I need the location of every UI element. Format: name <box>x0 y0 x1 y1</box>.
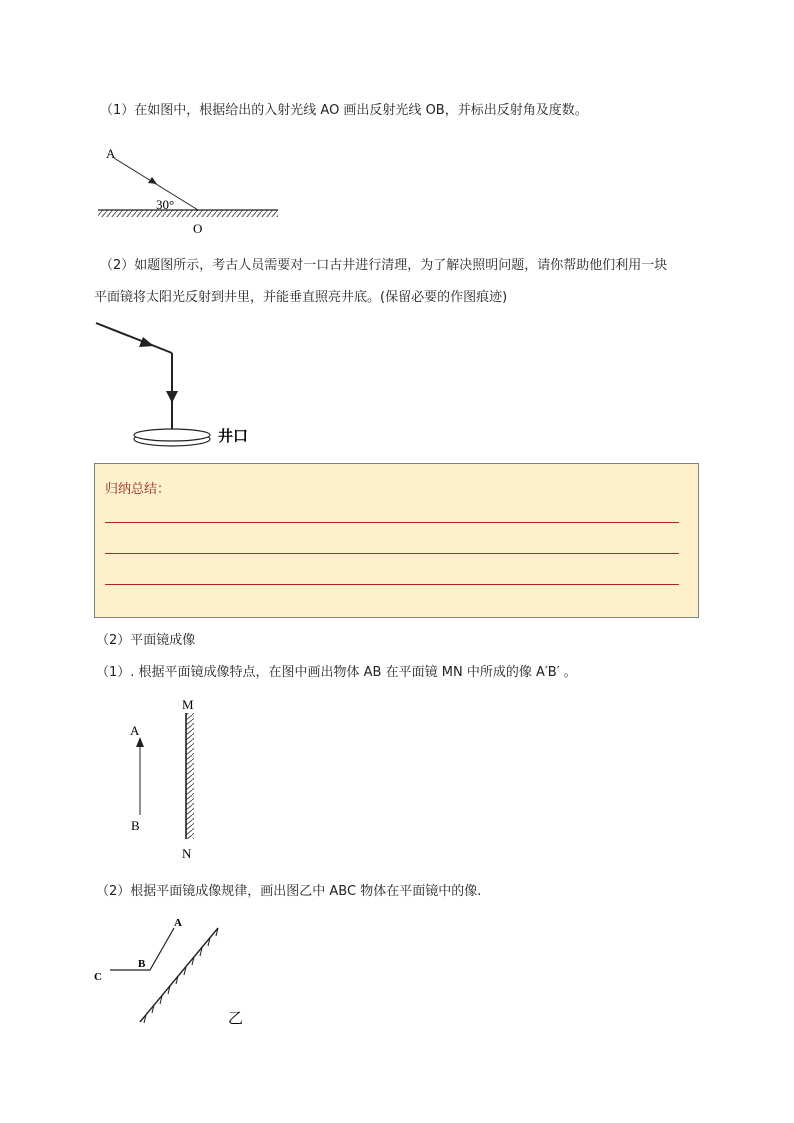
summary-box <box>94 463 699 618</box>
label-b: B <box>131 818 140 833</box>
label-o: O <box>193 221 203 236</box>
section-2-heading: （2）平面镜成像 <box>96 633 196 648</box>
label-a: A <box>174 917 182 929</box>
abc-mirror-diagram <box>88 910 258 1030</box>
object-arrow <box>136 737 144 747</box>
label-c: C <box>94 971 102 983</box>
question-1-2-line2: 平面镜将太阳光反射到井里，并能垂直照亮井底。(保留必要的作图痕迹) <box>94 290 508 305</box>
well-diagram <box>90 315 260 455</box>
question-1-1-text: （1）在如图中，根据给出的入射光线 AO 画出反射光线 OB，并标出反射角及度数。 <box>100 103 588 118</box>
well-rim-top <box>134 429 210 441</box>
label-b: B <box>138 958 146 970</box>
label-a: A <box>106 146 116 161</box>
question-2-2-text: （2）根据平面镜成像规律，画出图乙中 ABC 物体在平面镜中的像. <box>96 884 482 899</box>
ray-arrow <box>148 177 157 184</box>
sunlight-ray <box>96 323 172 353</box>
plane-mirror-diagram <box>120 695 220 865</box>
figure-caption: 乙 <box>228 1011 244 1027</box>
mirror-hatching <box>186 713 194 839</box>
question-2-1-text: （1）. 根据平面镜成像特点，在图中画出物体 AB 在平面镜 MN 中所成的像 A′B′ 。 <box>96 665 577 680</box>
answer-line-3 <box>105 584 679 585</box>
question-1-2-line1: （2）如题图所示，考古人员需要对一口古井进行清理，为了解决照明问题，请你帮助他们利用一块 <box>100 258 668 273</box>
mirror-surface <box>140 928 218 1022</box>
summary-title: 归纳总结： <box>105 482 171 497</box>
label-angle: 30° <box>156 197 175 212</box>
sunlight-arrow <box>139 337 154 347</box>
answer-line-2 <box>105 553 679 554</box>
mirror-hatching <box>98 210 278 217</box>
well-label: 井口 <box>218 427 249 445</box>
reflection-diagram <box>96 140 286 240</box>
vertical-arrow <box>166 391 178 403</box>
label-m: M <box>182 697 194 712</box>
label-a: A <box>130 723 140 738</box>
label-n: N <box>182 846 192 861</box>
answer-line-1 <box>105 522 679 523</box>
